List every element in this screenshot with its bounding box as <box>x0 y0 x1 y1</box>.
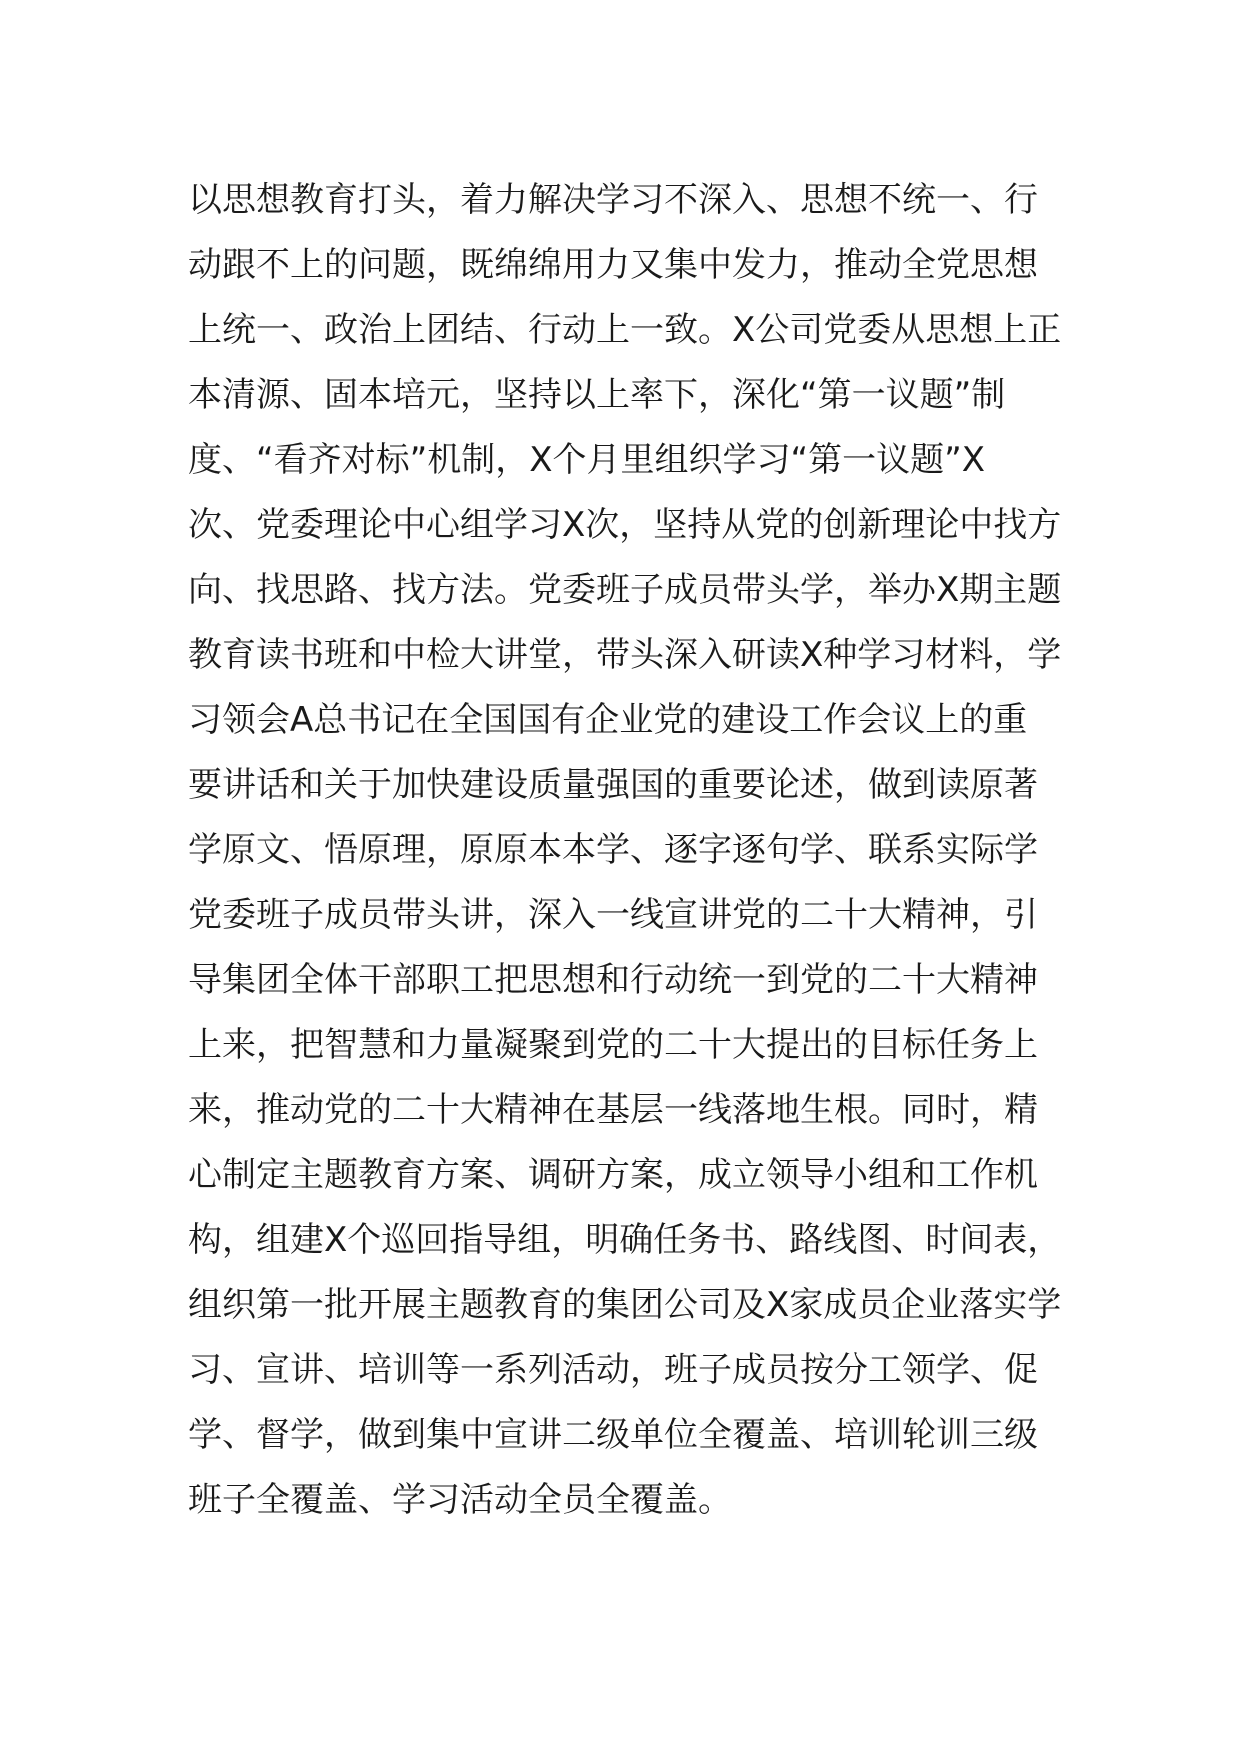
text-line: 习领会A总书记在全国国有企业党的建设工作会议上的重 <box>188 700 1028 740</box>
body-paragraph <box>188 168 1068 1533</box>
text-line: 构，组建X个巡回指导组，明确任务书、路线图、时间表， <box>188 1220 1062 1260</box>
text-line: 来，推动党的二十大精神在基层一线落地生根。同时，精 <box>188 1090 1038 1130</box>
text-line: 心制定主题教育方案、调研方案，成立领导小组和工作机 <box>188 1155 1038 1195</box>
text-line: 上统一、政治上团结、行动上一致。X公司党委从思想上正 <box>188 310 1062 350</box>
text-line: 动跟不上的问题，既绵绵用力又集中发力，推动全党思想 <box>188 245 1038 285</box>
text-line: 党委班子成员带头讲，深入一线宣讲党的二十大精神，引 <box>188 895 1038 935</box>
text-line: 组织第一批开展主题教育的集团公司及X家成员企业落实学 <box>188 1285 1062 1325</box>
text-line: 要讲话和关于加快建设质量强国的重要论述，做到读原著 <box>188 765 1038 805</box>
text-line: 上来，把智慧和力量凝聚到党的二十大提出的目标任务上 <box>188 1025 1038 1065</box>
text-line: 导集团全体干部职工把思想和行动统一到党的二十大精神 <box>188 960 1038 1000</box>
text-line: 度、“看齐对标”机制，X个月里组织学习“第一议题”X <box>188 440 986 480</box>
text-line: 向、找思路、找方法。党委班子成员带头学，举办X期主题 <box>188 570 1062 610</box>
text-line: 次、党委理论中心组学习X次，坚持从党的创新理论中找方 <box>188 505 1062 545</box>
text-line: 班子全覆盖、学习活动全员全覆盖。 <box>188 1480 732 1520</box>
text-line: 教育读书班和中检大讲堂，带头深入研读X种学习材料，学 <box>188 635 1062 675</box>
text-line: 以思想教育打头，着力解决学习不深入、思想不统一、行 <box>188 180 1038 220</box>
text-line: 学原文、悟原理，原原本本学、逐字逐句学、联系实际学 <box>188 830 1038 870</box>
text-line: 本清源、固本培元，坚持以上率下，深化“第一议题”制 <box>188 375 1006 415</box>
text-line: 习、宣讲、培训等一系列活动，班子成员按分工领学、促 <box>188 1350 1038 1390</box>
text-line: 学、督学，做到集中宣讲二级单位全覆盖、培训轮训三级 <box>188 1415 1038 1455</box>
